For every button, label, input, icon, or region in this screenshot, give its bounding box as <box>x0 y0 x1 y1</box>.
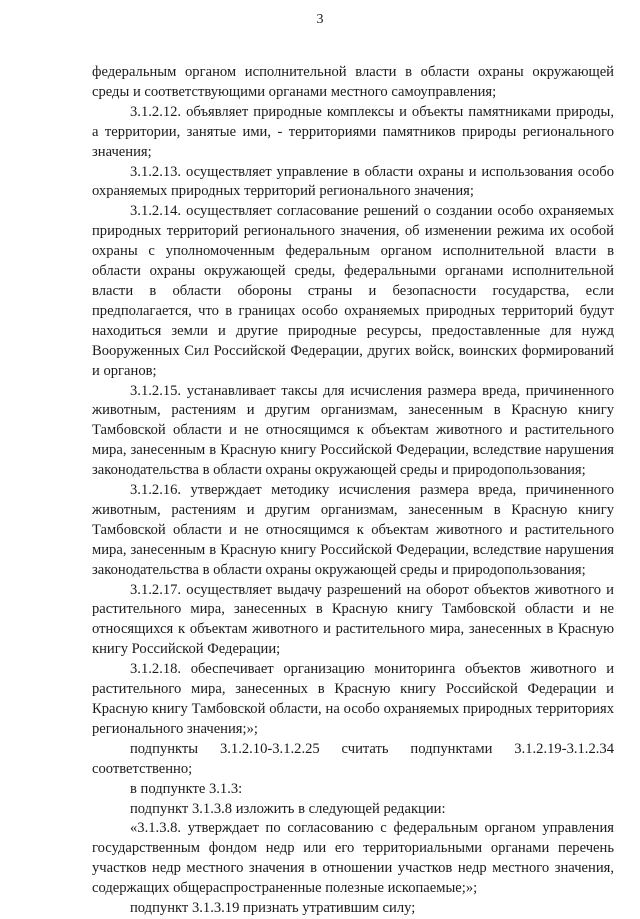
paragraph-3-1-2-13: 3.1.2.13. осуществляет управление в области охраны и использования особо охраняемых природных территорий регионального значения; <box>92 163 614 200</box>
paragraph-subitem-3-1-3: в подпункте 3.1.3: <box>130 780 243 797</box>
paragraph-3-1-2-17: 3.1.2.17. осуществляет выдачу разрешений на оборот объектов животного и растительного мира, занесенных в Красную книгу Тамбовской области и не относящихся к объектам животного и растительного мира, занесенных в Красную книгу Российской Федерации; <box>92 581 614 658</box>
document-body <box>92 63 614 919</box>
paragraph-3-1-3-19: подпункт 3.1.3.19 признать утратившим силу; <box>130 900 416 917</box>
paragraph-3-1-2-14: 3.1.2.14. осуществляет согласование решений о создании особо охраняемых природных территорий регионального значения, об изменении режима их особой охраны с уполномоченным федеральным органом исполнительной власти в области охраны окружающей среды, федеральными органами исполнительной власти в области обороны страны и безопасности государства, если предполагается, что в границах особо охраняемых природных территорий будут находиться земли и другие природные ресурсы, предоставленные для нужд Вооруженных Сил Российской Федерации, других войск, воинских формирований и органов; <box>92 203 614 379</box>
paragraph-3-1-2-12: 3.1.2.12. объявляет природные комплексы и объекты памятниками природы, а территории, занятые ими, - территориями памятников природы регионального значения; <box>92 103 614 160</box>
paragraph-renumbering: подпункты 3.1.2.10-3.1.2.25 считать подпунктами 3.1.2.19-3.1.2.34 соответственно; <box>92 740 614 777</box>
page-number: 3 <box>316 12 324 27</box>
paragraph-3-1-3-8-text: «3.1.3.8. утверждает по согласованию с федеральным органом управления государственным фондом недр или его территориальными органами перечень участков недр местного значения в отношении участков недр местного значения, содержащих общераспространенные полезные ископаемые;»; <box>92 820 614 897</box>
paragraph-3-1-3-8-intro: подпункт 3.1.3.8 изложить в следующей редакции: <box>130 800 446 817</box>
paragraph-3-1-2-15: 3.1.2.15. устанавливает таксы для исчисления размера вреда, причиненного животным, растениям и другим организмам, занесенным в Красную книгу Тамбовской области и не относящимся к объектам животного и растительного мира, занесенным в Красную книгу Российской Федерации, вследствие нарушения законодательства в области охраны окружающей среды и природопользования; <box>92 382 614 479</box>
paragraph-continuation: федеральным органом исполнительной власти в области охраны окружающей среды и соответствующими органами местного самоуправления; <box>92 64 614 100</box>
paragraph-3-1-2-16: 3.1.2.16. утверждает методику исчисления размера вреда, причиненного животным, растениям и другим организмам, занесенным в Красную книгу Тамбовской области и не относящимся к объектам животного и растительного мира, занесенным в Красную книгу Российской Федерации, вследствие нарушения законодательства в области охраны окружающей среды и природопользования; <box>92 482 614 578</box>
paragraph-3-1-2-18: 3.1.2.18. обеспечивает организацию мониторинга объектов животного и растительного мира, занесенных в Красную книгу Российской Федерации и Красную книгу Тамбовской области, на особо охраняемых природных территориях регионального значения;»; <box>92 661 614 737</box>
